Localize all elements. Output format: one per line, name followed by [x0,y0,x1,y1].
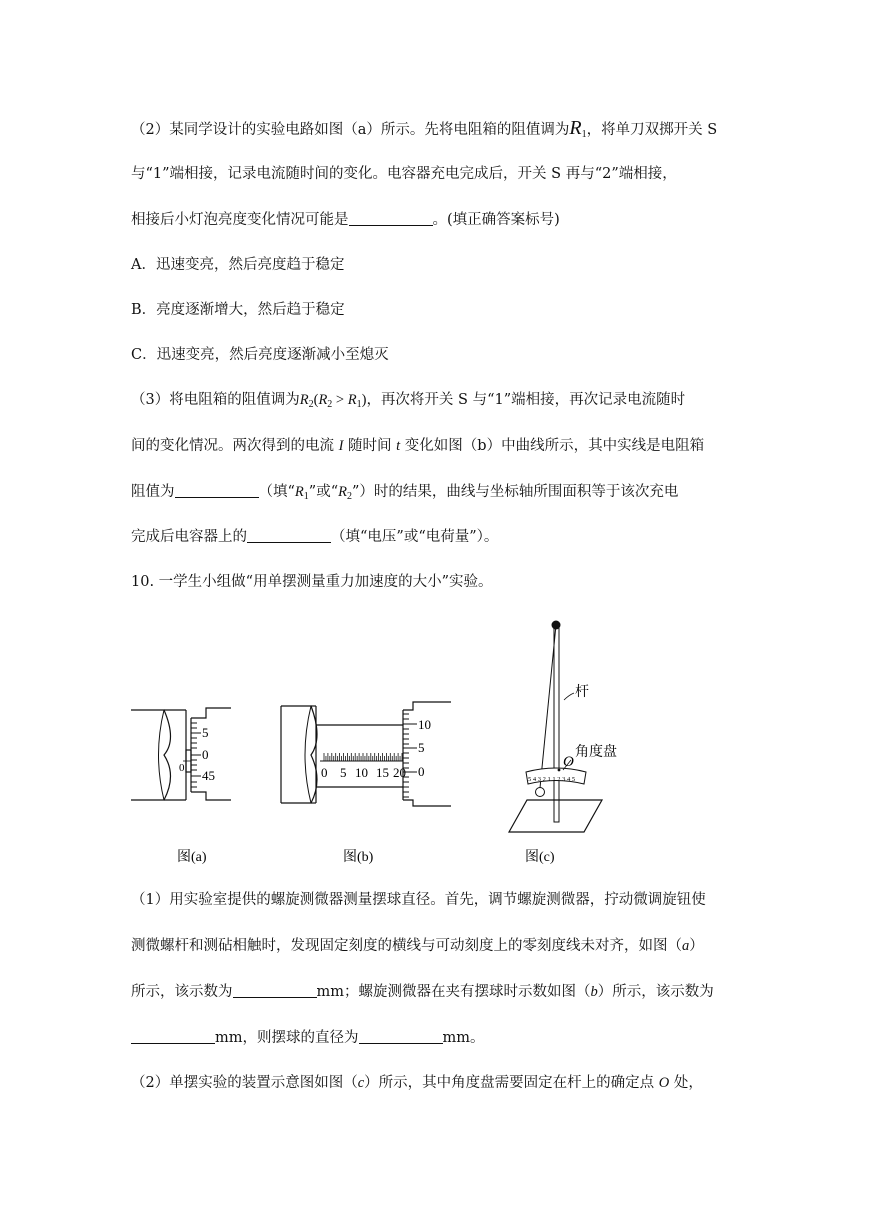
micrometer-b-main-label: 5 [340,765,347,780]
pendulum-apparatus [509,621,602,833]
q3-line-3: 阻值为 （填“$R_1$”或“$R_2$”）时的结果，曲线与坐标轴所围面积等于该次充电 [131,484,679,502]
answer-blank[interactable] [131,1029,215,1044]
q10-title: 10. 一学生小组做“用单摆测量重力加速度的大小”实验。 [131,574,493,590]
r2-inequality: $R_2(R_2 > R_1)$ [299,392,367,410]
micrometer-a-ticks [191,723,201,787]
micrometer-a-zero-mark: 0 [179,762,185,774]
q10-1-line-1: （1）用实验室提供的螺旋测微器测量摆球直径。首先，调节螺旋测微器，拧动微调旋钮使 [131,892,706,908]
q10-1-line-2: 测微螺杆和测砧相触时，发现固定刻度的横线与可动刻度上的零刻度线未对齐，如图（a） [131,938,704,954]
q2-line-3: 相接后小灯泡亮度变化情况可能是 。(填正确答案标号) [131,212,560,228]
q2-line-1 [131,118,741,145]
micrometer-b-main-label: 20 [393,765,406,780]
caption-b: 图(b) [343,850,374,865]
angle-dial-digits: 5 4 3 2 1 1 2 3 4 5 [528,776,576,783]
point-o-marker [558,769,561,772]
option-c: C．迅速变亮，然后亮度逐渐减小至熄灭 [131,347,389,363]
caption-a: 图(a) [177,850,207,865]
rod-leader [564,693,574,700]
rod-label: 杆 [575,685,589,700]
q2-text: ，将单刀双掷开关 S [586,122,718,138]
answer-blank[interactable] [175,483,259,498]
q3-line-2: 间的变化情况。两次得到的电流 I 随时间 t 变化如图（b）中曲线所示，其中实线是电阻箱 [131,438,705,454]
option-b: B．亮度逐渐增大，然后趋于稳定 [131,302,345,318]
option-a: A．迅速变亮，然后亮度趋于稳定 [131,257,345,273]
answer-blank[interactable] [233,983,317,998]
q3-line-4: 完成后电容器上的 （填“电压”或“电荷量”）。 [131,529,499,545]
micrometer-a-tick-label: 0 [202,747,209,762]
q2-line-2: 与“1”端相接，记录电流随时间的变化。电容器充电完成后，开关 S 再与“2”端相接， [131,166,677,182]
micrometer-b-tick-label: 5 [418,740,425,755]
micrometer-b-tick-label: 0 [418,764,425,779]
answer-blank[interactable] [247,528,331,543]
q10-1-line-4: mm，则摆球的直径为 mm。 [131,1028,741,1048]
micrometer-b-main-label: 10 [355,765,368,780]
micrometer-b-thimble-scale [403,714,417,797]
micrometer-b-main-label: 15 [376,765,389,780]
q2-text: （2）某同学设计的实验电路如图（a）所示。先将电阻箱的阻值调为 [131,122,570,138]
answer-blank[interactable] [349,211,433,226]
q10-1-line-3: 所示，该示数为 mm；螺旋测微器在夹有摆球时示数如图（b）所示，该示数为 [131,984,714,1000]
micrometer-b-main-scale [324,753,402,761]
r1-symbol: $R_1$ [569,117,587,140]
dial-label: 角度盘 [575,745,617,760]
q10-figure [131,610,626,868]
micrometer-b-tick-label: 10 [418,717,431,732]
base-plate [509,800,602,832]
micrometer-b-main-label: 0 [321,765,328,780]
micrometer-a-tick-label: 5 [202,725,209,740]
answer-blank[interactable] [359,1029,443,1044]
rod [554,625,559,822]
q10-2-line-1: （2）单摆实验的装置示意图如图（c）所示，其中角度盘需要固定在杆上的确定点 O 处， [131,1075,703,1091]
point-o-label: O [563,754,574,770]
micrometer-a [131,708,231,800]
caption-c: 图(c) [525,850,555,865]
micrometer-a-tick-label: 45 [202,768,215,783]
q3-line-1: （3）将电阻箱的阻值调为$R_2(R_2 > R_1)$，再次将开关 S 与“1”端相接，再次记录电流随时 [131,392,686,410]
pendulum-bob [536,788,545,797]
